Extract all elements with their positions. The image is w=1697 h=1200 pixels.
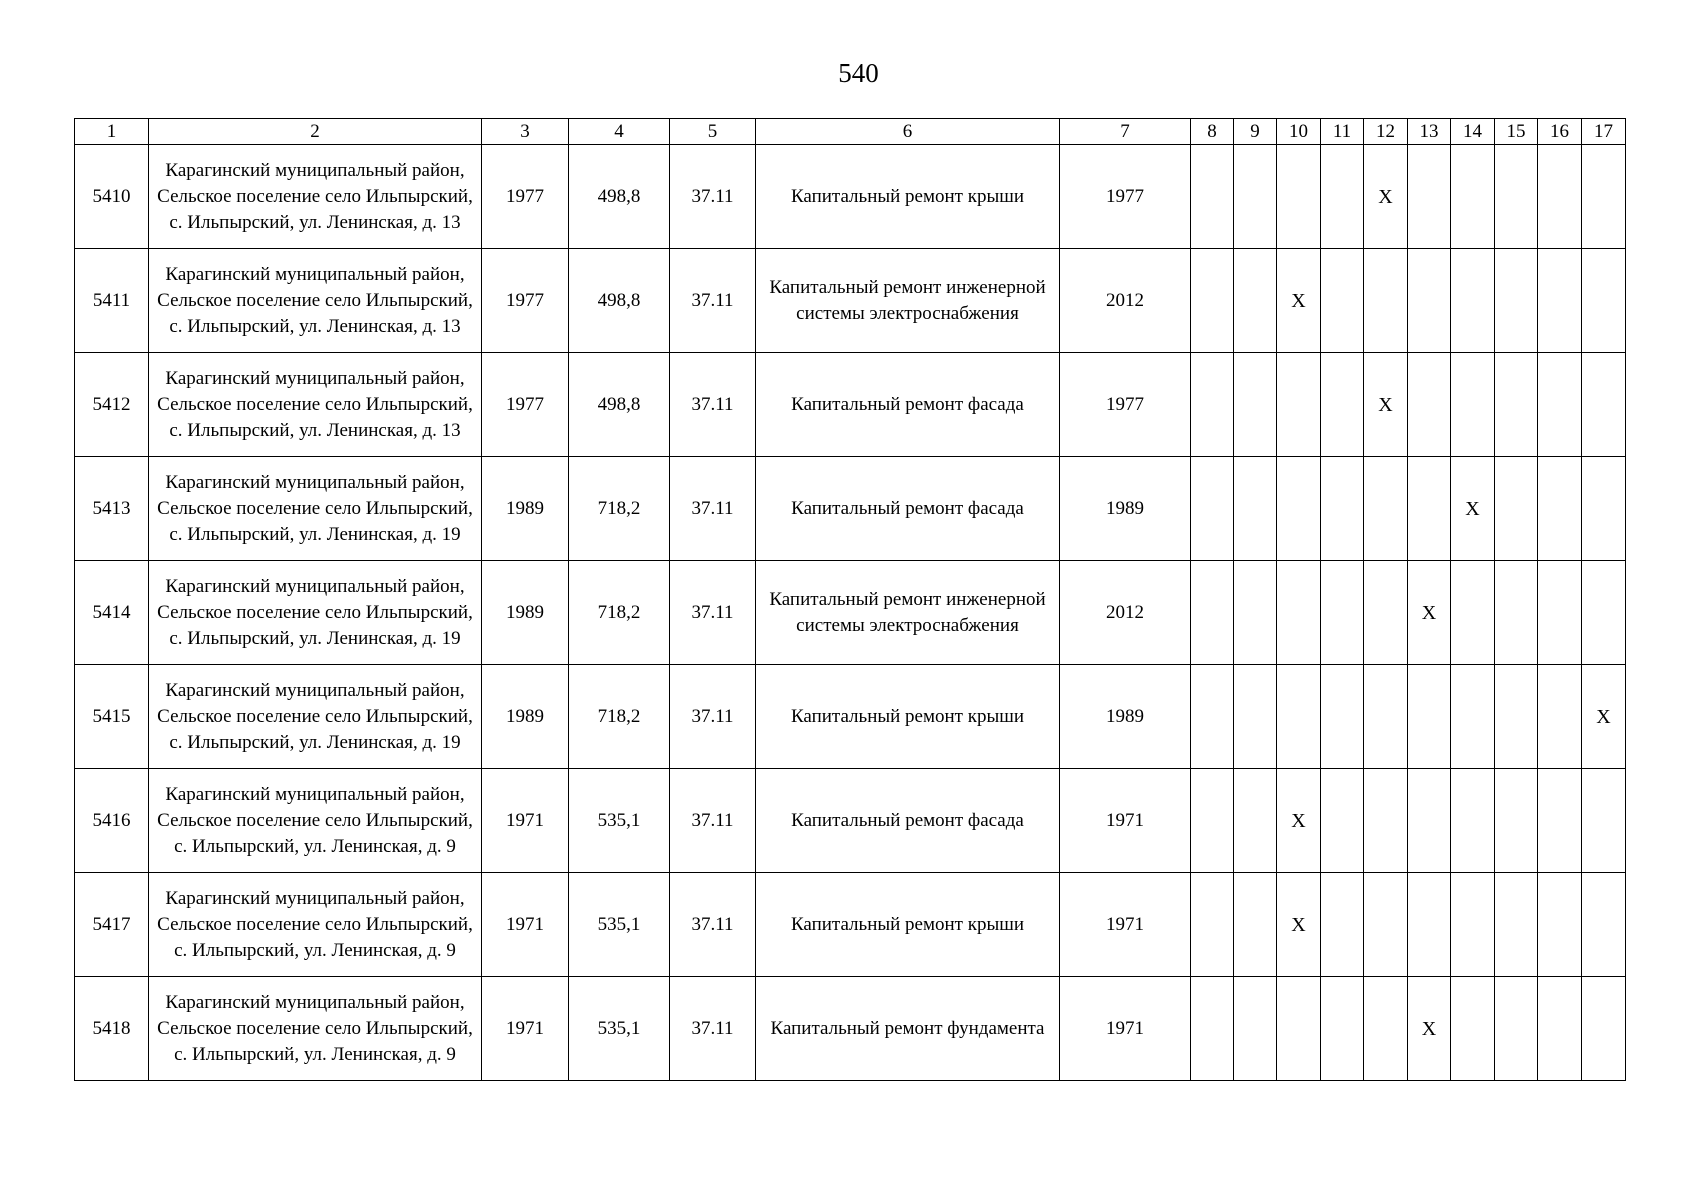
build-year-cell: 1977 [482, 353, 569, 457]
row-id: 5414 [75, 561, 149, 665]
table-row [75, 561, 1626, 665]
mark-cell [1321, 353, 1364, 457]
mark-cell [1538, 249, 1582, 353]
work-year-cell: 1971 [1060, 873, 1191, 977]
mark-cell [1538, 457, 1582, 561]
row-id: 5412 [75, 353, 149, 457]
area-cell: 718,2 [569, 561, 670, 665]
work-type-cell: Капитальный ремонт фасада [756, 769, 1060, 873]
code-cell: 37.11 [670, 977, 756, 1081]
mark-cell [1234, 249, 1277, 353]
address-cell: Карагинский муниципальный район, Сельское поселение село Ильпырский, с. Ильпырский, ул. Ленинская, д. 9 [149, 873, 482, 977]
column-header: 12 [1364, 119, 1408, 145]
code-cell: 37.11 [670, 561, 756, 665]
mark-cell [1538, 145, 1582, 249]
work-type-cell: Капитальный ремонт крыши [756, 665, 1060, 769]
code-cell: 37.11 [670, 665, 756, 769]
mark-cell [1495, 353, 1538, 457]
table-row [75, 769, 1626, 873]
column-header: 2 [149, 119, 482, 145]
mark-cell: X [1277, 873, 1321, 977]
work-year-cell: 1989 [1060, 665, 1191, 769]
row-id: 5410 [75, 145, 149, 249]
mark-cell: X [1408, 977, 1451, 1081]
mark-cell [1277, 145, 1321, 249]
table-row [75, 977, 1626, 1081]
table-row [75, 665, 1626, 769]
mark-cell [1321, 249, 1364, 353]
mark-cell [1538, 353, 1582, 457]
mark-cell [1234, 457, 1277, 561]
column-header: 4 [569, 119, 670, 145]
build-year-cell: 1971 [482, 977, 569, 1081]
mark-cell [1364, 457, 1408, 561]
mark-cell [1495, 977, 1538, 1081]
mark-cell: X [1451, 457, 1495, 561]
mark-cell [1451, 145, 1495, 249]
work-type-cell: Капитальный ремонт фундамента [756, 977, 1060, 1081]
area-cell: 535,1 [569, 769, 670, 873]
mark-cell [1321, 665, 1364, 769]
mark-cell [1495, 665, 1538, 769]
mark-cell [1538, 977, 1582, 1081]
column-header: 10 [1277, 119, 1321, 145]
mark-cell [1451, 873, 1495, 977]
mark-cell [1234, 353, 1277, 457]
table-body [75, 145, 1626, 1081]
address-cell: Карагинский муниципальный район, Сельское поселение село Ильпырский, с. Ильпырский, ул. Ленинская, д. 13 [149, 145, 482, 249]
mark-cell: X [1408, 561, 1451, 665]
mark-cell [1408, 145, 1451, 249]
mark-cell: X [1277, 249, 1321, 353]
work-type-cell: Капитальный ремонт инженерной системы электроснабжения [756, 561, 1060, 665]
column-header: 9 [1234, 119, 1277, 145]
column-header: 5 [670, 119, 756, 145]
mark-cell [1364, 249, 1408, 353]
address-cell: Карагинский муниципальный район, Сельское поселение село Ильпырский, с. Ильпырский, ул. Ленинская, д. 19 [149, 561, 482, 665]
build-year-cell: 1989 [482, 457, 569, 561]
repair-registry-table [74, 118, 1626, 1081]
row-id: 5417 [75, 873, 149, 977]
work-year-cell: 1971 [1060, 977, 1191, 1081]
mark-cell [1538, 873, 1582, 977]
mark-cell [1234, 873, 1277, 977]
mark-cell [1321, 457, 1364, 561]
area-cell: 535,1 [569, 977, 670, 1081]
row-id: 5418 [75, 977, 149, 1081]
work-year-cell: 1977 [1060, 145, 1191, 249]
work-type-cell: Капитальный ремонт фасада [756, 353, 1060, 457]
mark-cell [1234, 769, 1277, 873]
mark-cell: X [1364, 353, 1408, 457]
column-header: 3 [482, 119, 569, 145]
address-cell: Карагинский муниципальный район, Сельское поселение село Ильпырский, с. Ильпырский, ул. Ленинская, д. 13 [149, 249, 482, 353]
mark-cell [1582, 977, 1626, 1081]
table-row [75, 457, 1626, 561]
mark-cell [1538, 769, 1582, 873]
mark-cell [1321, 977, 1364, 1081]
column-header: 11 [1321, 119, 1364, 145]
column-header: 6 [756, 119, 1060, 145]
column-header: 16 [1538, 119, 1582, 145]
mark-cell [1234, 665, 1277, 769]
address-cell: Карагинский муниципальный район, Сельское поселение село Ильпырский, с. Ильпырский, ул. Ленинская, д. 9 [149, 977, 482, 1081]
mark-cell: X [1277, 769, 1321, 873]
mark-cell [1451, 353, 1495, 457]
mark-cell [1495, 145, 1538, 249]
mark-cell [1582, 457, 1626, 561]
work-year-cell: 1971 [1060, 769, 1191, 873]
row-id: 5411 [75, 249, 149, 353]
row-id: 5416 [75, 769, 149, 873]
mark-cell [1408, 249, 1451, 353]
code-cell: 37.11 [670, 873, 756, 977]
mark-cell [1234, 145, 1277, 249]
area-cell: 535,1 [569, 873, 670, 977]
mark-cell [1321, 873, 1364, 977]
column-header: 13 [1408, 119, 1451, 145]
build-year-cell: 1977 [482, 145, 569, 249]
mark-cell [1408, 457, 1451, 561]
area-cell: 718,2 [569, 457, 670, 561]
mark-cell [1538, 561, 1582, 665]
mark-cell [1451, 665, 1495, 769]
mark-cell [1191, 249, 1234, 353]
mark-cell [1234, 561, 1277, 665]
mark-cell [1582, 353, 1626, 457]
mark-cell [1451, 977, 1495, 1081]
code-cell: 37.11 [670, 457, 756, 561]
build-year-cell: 1989 [482, 665, 569, 769]
area-cell: 498,8 [569, 249, 670, 353]
work-type-cell: Капитальный ремонт крыши [756, 873, 1060, 977]
mark-cell: X [1364, 145, 1408, 249]
mark-cell [1495, 457, 1538, 561]
mark-cell [1538, 665, 1582, 769]
mark-cell [1277, 665, 1321, 769]
mark-cell [1582, 769, 1626, 873]
build-year-cell: 1971 [482, 769, 569, 873]
code-cell: 37.11 [670, 769, 756, 873]
mark-cell [1191, 769, 1234, 873]
mark-cell [1495, 561, 1538, 665]
area-cell: 718,2 [569, 665, 670, 769]
mark-cell [1495, 873, 1538, 977]
work-type-cell: Капитальный ремонт фасада [756, 457, 1060, 561]
mark-cell [1408, 665, 1451, 769]
mark-cell [1451, 561, 1495, 665]
mark-cell [1364, 665, 1408, 769]
work-year-cell: 1989 [1060, 457, 1191, 561]
table-row [75, 873, 1626, 977]
mark-cell [1191, 457, 1234, 561]
mark-cell [1277, 977, 1321, 1081]
mark-cell [1321, 145, 1364, 249]
mark-cell [1191, 873, 1234, 977]
work-type-cell: Капитальный ремонт инженерной системы электроснабжения [756, 249, 1060, 353]
area-cell: 498,8 [569, 353, 670, 457]
column-header: 1 [75, 119, 149, 145]
mark-cell [1364, 769, 1408, 873]
code-cell: 37.11 [670, 249, 756, 353]
mark-cell [1582, 145, 1626, 249]
mark-cell [1191, 977, 1234, 1081]
code-cell: 37.11 [670, 145, 756, 249]
mark-cell [1495, 249, 1538, 353]
column-header: 17 [1582, 119, 1626, 145]
mark-cell [1495, 769, 1538, 873]
work-year-cell: 2012 [1060, 249, 1191, 353]
column-header: 14 [1451, 119, 1495, 145]
row-id: 5413 [75, 457, 149, 561]
row-id: 5415 [75, 665, 149, 769]
work-year-cell: 2012 [1060, 561, 1191, 665]
build-year-cell: 1977 [482, 249, 569, 353]
build-year-cell: 1971 [482, 873, 569, 977]
mark-cell [1191, 665, 1234, 769]
mark-cell [1408, 769, 1451, 873]
mark-cell [1408, 353, 1451, 457]
column-number-header-row [75, 119, 1626, 145]
mark-cell [1364, 561, 1408, 665]
column-header: 7 [1060, 119, 1191, 145]
code-cell: 37.11 [670, 353, 756, 457]
mark-cell [1364, 977, 1408, 1081]
mark-cell [1277, 457, 1321, 561]
mark-cell [1277, 561, 1321, 665]
build-year-cell: 1989 [482, 561, 569, 665]
mark-cell [1582, 873, 1626, 977]
mark-cell [1277, 353, 1321, 457]
work-year-cell: 1977 [1060, 353, 1191, 457]
mark-cell [1408, 873, 1451, 977]
address-cell: Карагинский муниципальный район, Сельское поселение село Ильпырский, с. Ильпырский, ул. Ленинская, д. 9 [149, 769, 482, 873]
mark-cell [1364, 873, 1408, 977]
mark-cell [1321, 769, 1364, 873]
mark-cell [1191, 145, 1234, 249]
mark-cell [1191, 353, 1234, 457]
table-row [75, 249, 1626, 353]
mark-cell [1191, 561, 1234, 665]
column-header: 15 [1495, 119, 1538, 145]
mark-cell [1582, 561, 1626, 665]
table-row [75, 353, 1626, 457]
mark-cell [1451, 769, 1495, 873]
work-type-cell: Капитальный ремонт крыши [756, 145, 1060, 249]
mark-cell [1234, 977, 1277, 1081]
mark-cell [1582, 249, 1626, 353]
page-number: 540 [838, 58, 879, 88]
column-header: 8 [1191, 119, 1234, 145]
mark-cell [1321, 561, 1364, 665]
area-cell: 498,8 [569, 145, 670, 249]
address-cell: Карагинский муниципальный район, Сельское поселение село Ильпырский, с. Ильпырский, ул. Ленинская, д. 19 [149, 665, 482, 769]
mark-cell: X [1582, 665, 1626, 769]
mark-cell [1451, 249, 1495, 353]
table-row [75, 145, 1626, 249]
address-cell: Карагинский муниципальный район, Сельское поселение село Ильпырский, с. Ильпырский, ул. Ленинская, д. 13 [149, 353, 482, 457]
address-cell: Карагинский муниципальный район, Сельское поселение село Ильпырский, с. Ильпырский, ул. Ленинская, д. 19 [149, 457, 482, 561]
